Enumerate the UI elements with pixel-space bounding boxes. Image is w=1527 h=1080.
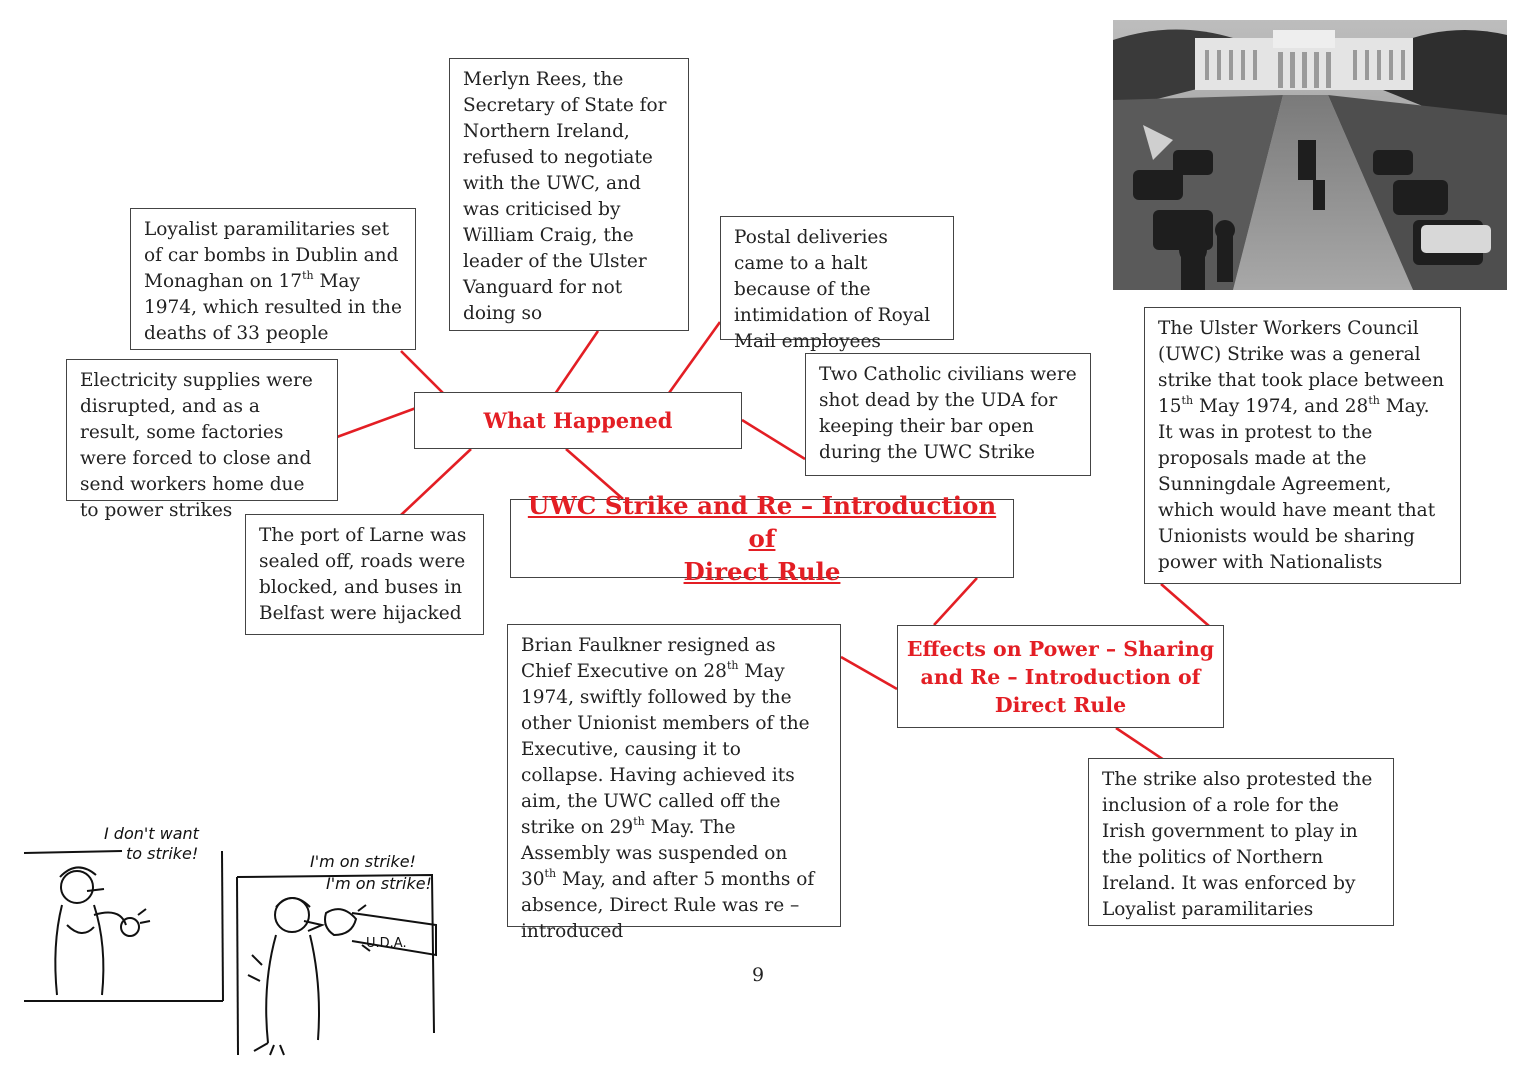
speech-line-2: to strike! bbox=[126, 844, 199, 863]
faulkner-sup2: th bbox=[633, 814, 645, 828]
page-title bbox=[510, 491, 1014, 586]
connector-irish-government bbox=[1116, 728, 1164, 760]
effects-line3: Direct Rule bbox=[994, 692, 1127, 717]
connector-effects bbox=[934, 578, 977, 625]
speech-line-4: I'm on strike! bbox=[326, 874, 432, 893]
car-bombs-text: Loyalist paramilitaries set of car bombs in Dublin and Monaghan on 17 bbox=[144, 219, 399, 292]
box-faulkner bbox=[507, 624, 841, 942]
connector-faulkner bbox=[841, 657, 897, 689]
speech-line-1: I don't want bbox=[104, 824, 199, 843]
faulkner-text-3: May. The Assembly was suspended on 30 bbox=[521, 817, 788, 890]
uwc-definition-sup1: th bbox=[1181, 393, 1194, 407]
faulkner-text-2: May 1974, swiftly followed by the other Unionist members of the Executive, causing it to collapse. Having achieved its aim, the UWC called off the strike on 29 bbox=[521, 661, 810, 838]
page-title-line1: UWC Strike and Re – Introduction of bbox=[527, 491, 997, 553]
effects-line1: Effects on Power – Sharing bbox=[906, 636, 1215, 661]
uwc-definition-text-3: May. It was in protest to the proposals made at the Sunningdale Agreement, which would have meant that Unionists would be sharing power with Nationalists bbox=[1158, 396, 1436, 573]
box-uwc-definition bbox=[1144, 307, 1461, 584]
connector-postal bbox=[669, 322, 720, 393]
car-bombs-text-end: May 1974, which resulted in the deaths of 33 people bbox=[144, 271, 402, 344]
catholic-civilians-text: Two Catholic civilians were shot dead by the UDA for keeping their bar open during the UWC Strike bbox=[819, 364, 1077, 463]
what-happened-heading bbox=[414, 392, 742, 449]
box-postal bbox=[720, 216, 954, 352]
uwc-definition-text-2: May 1974, and 28 bbox=[1193, 396, 1369, 417]
faulkner-sup1: th bbox=[726, 658, 739, 672]
connector-car-bombs bbox=[401, 351, 443, 393]
postal-text: Postal deliveries came to a halt because of the intimidation of Royal Mail employees bbox=[734, 227, 931, 352]
effects-heading bbox=[897, 625, 1224, 728]
strike-cartoon bbox=[22, 815, 442, 1060]
page-title-line2: Direct Rule bbox=[683, 557, 841, 586]
box-electricity bbox=[66, 359, 338, 521]
box-larne bbox=[245, 514, 484, 635]
speech-line-3: I'm on strike! bbox=[310, 852, 416, 871]
connector-catholic-civilians bbox=[742, 420, 805, 459]
uwc-definition-text: The Ulster Workers Council (UWC) Strike was a general strike that took place between 15 bbox=[1158, 318, 1445, 417]
stormont-photo bbox=[1113, 20, 1507, 290]
connector-merlyn-rees bbox=[555, 331, 598, 394]
faulkner-text-4: May, and after 5 months of absence, Direct Rule was re – introduced bbox=[521, 869, 815, 942]
car-bombs-sup: th bbox=[302, 268, 314, 282]
box-merlyn-rees bbox=[449, 58, 689, 331]
irish-government-text: The strike also protested the inclusion of a role for the Irish government to play in the politics of Northern Ireland. It was enforced by Loyalist paramilitaries bbox=[1102, 769, 1373, 920]
connector-larne bbox=[401, 449, 471, 515]
uwc-definition-sup2: th bbox=[1368, 393, 1380, 407]
fist-label: U.D.A. bbox=[366, 936, 407, 951]
connector-uwc-definition bbox=[1161, 584, 1209, 626]
larne-text: The port of Larne was sealed off, roads were blocked, and buses in Belfast were hijacked bbox=[259, 525, 467, 624]
merlyn-rees-text: Merlyn Rees, the Secretary of State for Northern Ireland, refused to negotiate with the UWC, and was criticised by William Craig, the leader of the Ulster Vanguard for not doing so bbox=[463, 69, 667, 324]
box-catholic-civilians bbox=[805, 353, 1091, 476]
connector-electricity bbox=[337, 408, 416, 437]
what-happened-label: What Happened bbox=[483, 408, 673, 433]
box-irish-government bbox=[1088, 758, 1394, 926]
faulkner-sup3: th bbox=[544, 866, 557, 880]
electricity-text: Electricity supplies were disrupted, and as a result, some factories were forced to close and send workers home due to power strikes bbox=[80, 370, 313, 521]
faulkner-text: Brian Faulkner resigned as Chief Executive on 28 bbox=[521, 635, 776, 682]
page-number: 9 bbox=[752, 964, 765, 986]
box-car-bombs bbox=[130, 208, 416, 350]
effects-line2: and Re – Introduction of bbox=[920, 664, 1201, 689]
